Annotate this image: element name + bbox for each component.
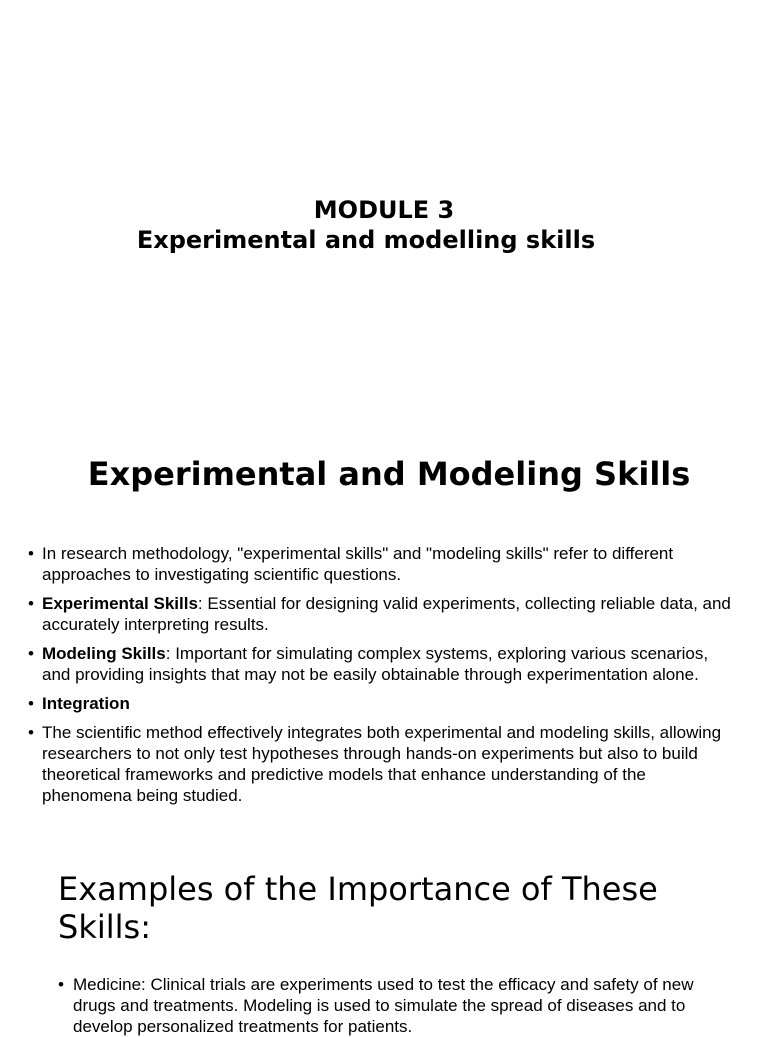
bullet-list xyxy=(28,543,738,814)
bullet-text: In research methodology, "experimental skills" and "modeling skills" refer to different approaches to investigating scientific questions. xyxy=(42,544,674,584)
bullet-item xyxy=(28,543,738,585)
bullet-item xyxy=(28,643,738,685)
module-subtitle: Experimental and modelling skills xyxy=(136,226,596,254)
bullet-bold: Modeling Skills xyxy=(42,644,166,663)
module-number: MODULE 3 xyxy=(313,196,455,224)
slide-heading: Experimental and Modeling Skills xyxy=(87,455,691,493)
bullet-text: : Important for simulating complex systems, exploring various scenarios, and providing insights that may not be easily obtainable through experimentation alone. xyxy=(42,644,709,684)
bullet-list xyxy=(58,974,738,1037)
slide-heading: Examples of the Importance of These Skills: xyxy=(58,870,658,946)
title-slide xyxy=(0,0,768,420)
bullet-text: : Essential for designing valid experiments, collecting reliable data, and accurately interpreting results. xyxy=(42,594,731,634)
bullet-bold: Experimental Skills xyxy=(42,594,198,613)
bullet-item xyxy=(28,593,738,635)
bullet-item: • Medicine: Clinical trials are experiments used to test the efficacy and safety of new drugs and treatments. Modeling is used to simulate the spread of diseases and to develop personalized treatments for patients. xyxy=(58,974,738,1037)
bullet-item xyxy=(28,722,738,806)
bullet-bold: Integration xyxy=(42,694,130,713)
bullet-text: The scientific method effectively integrates both experimental and modeling skills, allowing researchers to not only test hypotheses through hands-on experiments but also to build theoretical frameworks and predictive models that enhance understanding of the phenomena being studied. xyxy=(42,723,722,805)
module-title xyxy=(0,195,768,255)
bullet-item xyxy=(28,693,738,714)
